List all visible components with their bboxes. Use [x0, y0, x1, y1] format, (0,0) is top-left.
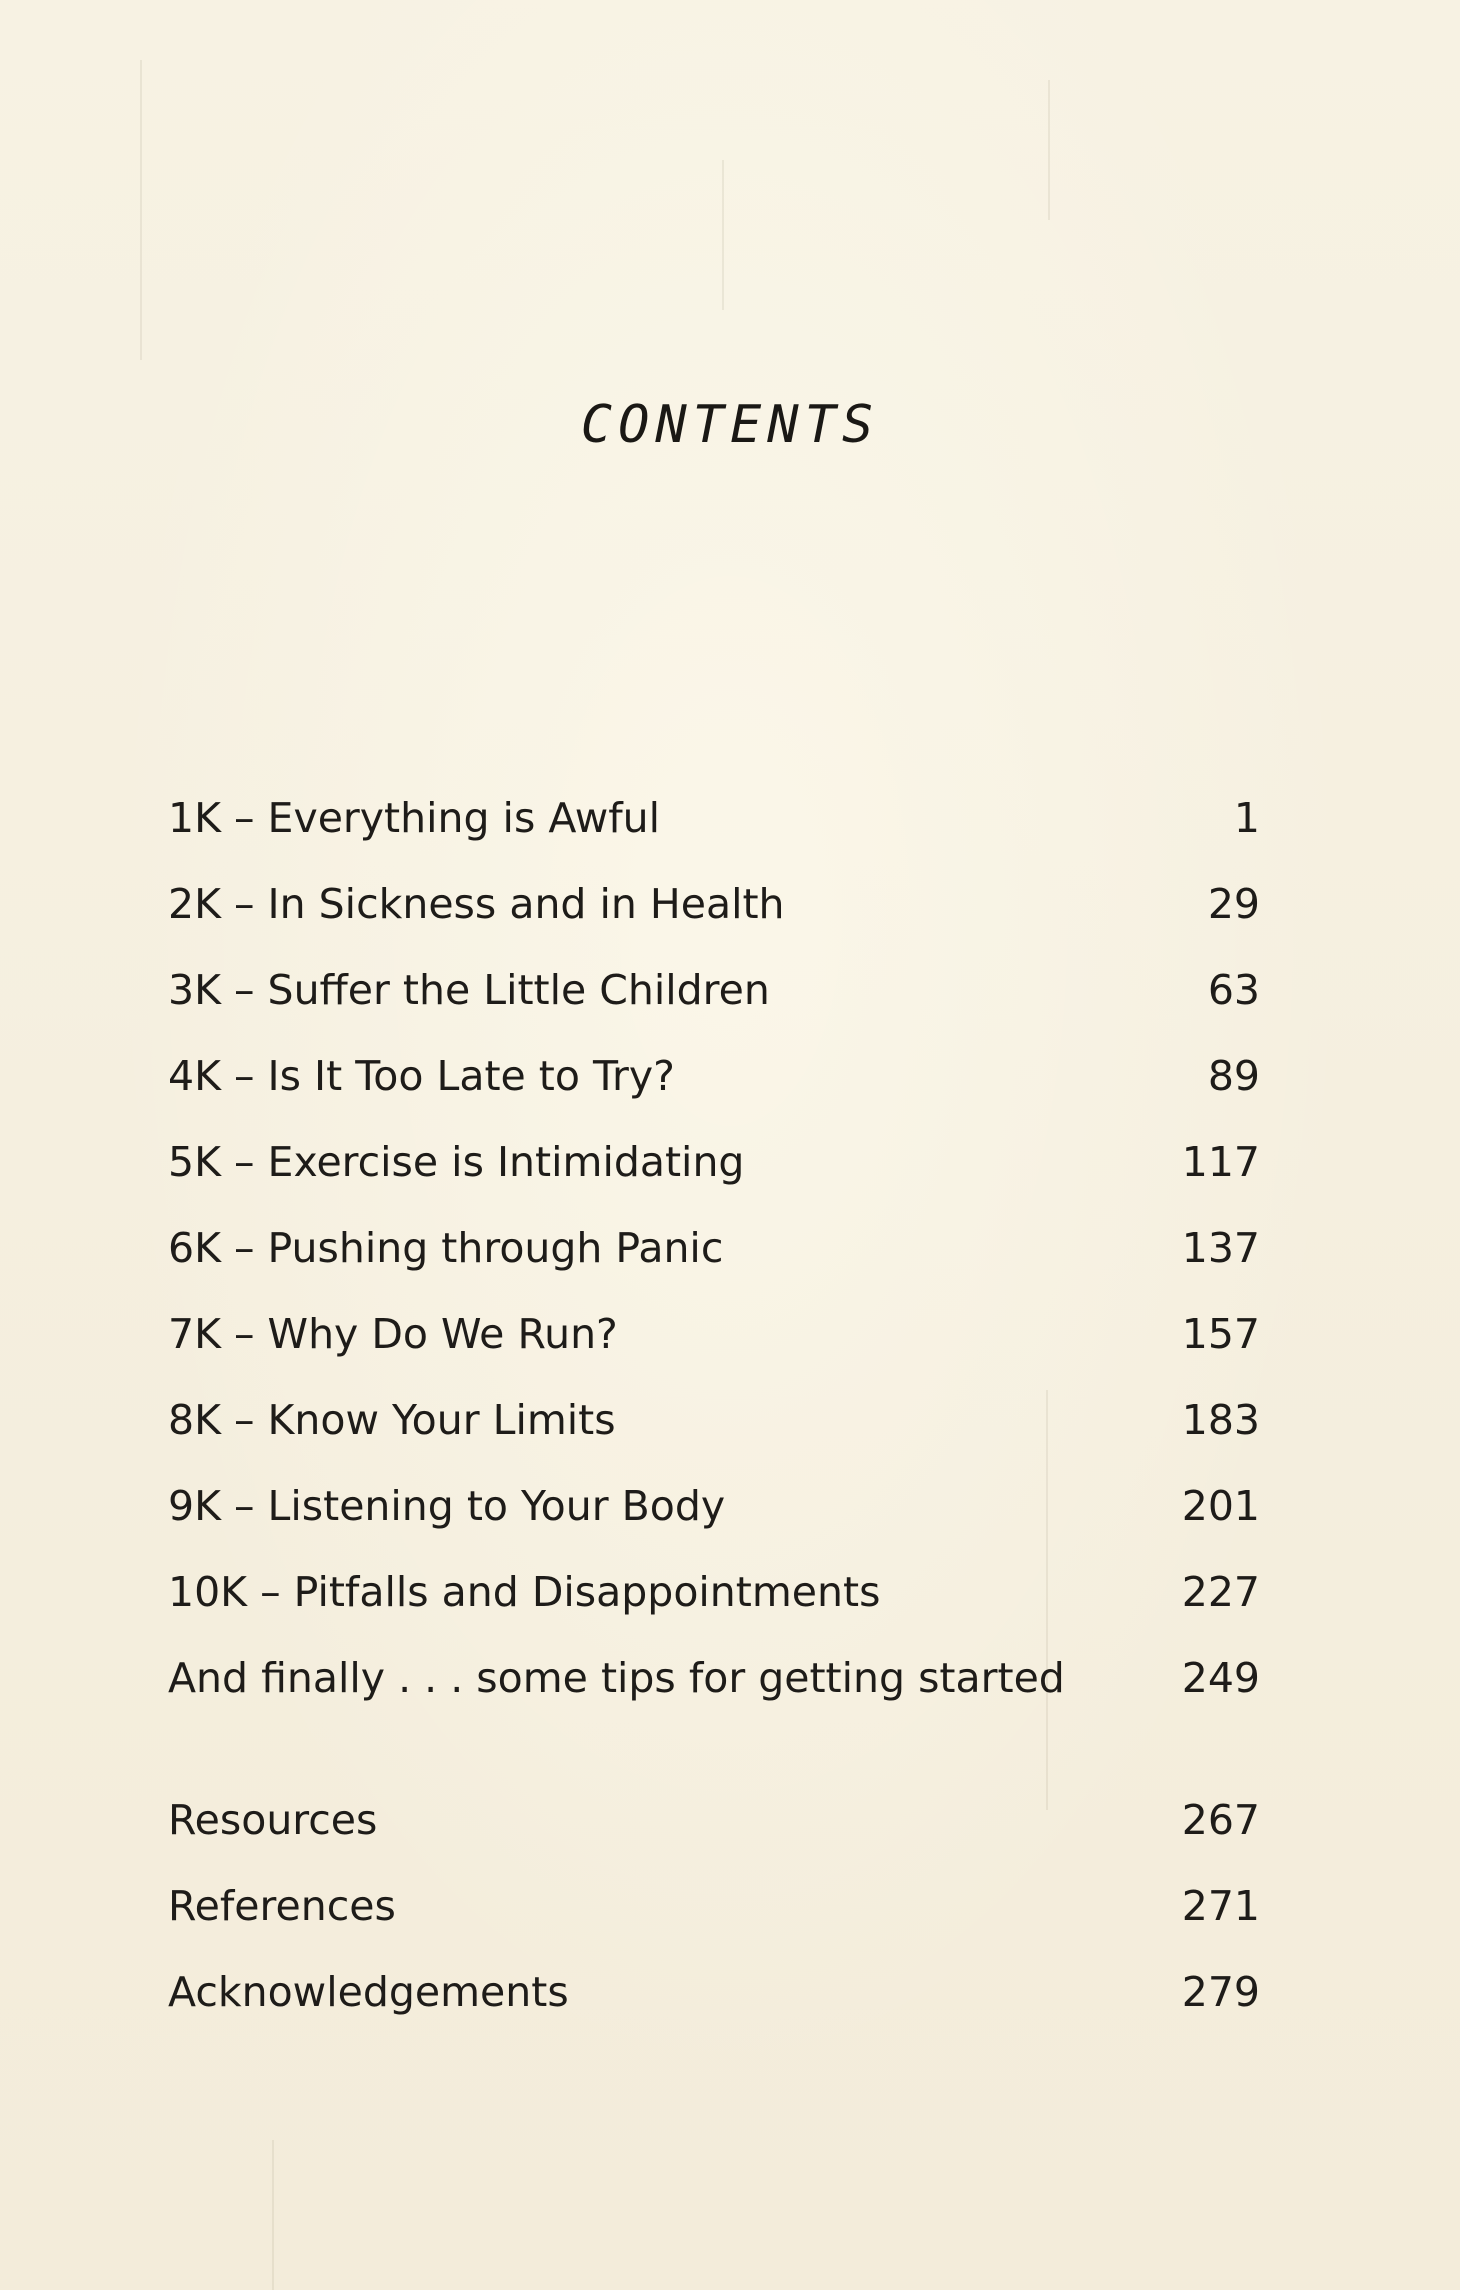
toc-entry-label: 6K – Pushing through Panic — [168, 1224, 724, 1272]
toc-entry[interactable] — [168, 1390, 1260, 1450]
toc-entry-label: 8K – Know Your Limits — [168, 1396, 616, 1444]
toc-entry-label: And finally . . . some tips for getting started — [168, 1654, 1065, 1702]
toc-entry[interactable] — [168, 1218, 1260, 1278]
toc-entry[interactable] — [168, 1648, 1260, 1708]
paper-texture — [272, 2140, 274, 2290]
toc-back-matter-entry[interactable] — [168, 1876, 1260, 1936]
toc-back-matter-entry[interactable] — [168, 1962, 1260, 2022]
toc-entry-page: 267 — [1181, 1796, 1260, 1844]
toc-entry-label: References — [168, 1882, 396, 1930]
toc-entry-label: Resources — [168, 1796, 378, 1844]
toc-entry[interactable] — [168, 960, 1260, 1020]
toc-entry-page: 271 — [1181, 1882, 1260, 1930]
toc-entry[interactable] — [168, 1046, 1260, 1106]
toc-entry[interactable] — [168, 788, 1260, 848]
toc-entry-page: 117 — [1181, 1138, 1260, 1186]
paper-texture — [1048, 80, 1050, 220]
toc-entry[interactable] — [168, 1304, 1260, 1364]
toc-entry-page: 183 — [1181, 1396, 1260, 1444]
toc-entry-page: 89 — [1207, 1052, 1260, 1100]
toc-entry[interactable] — [168, 874, 1260, 934]
toc-entry-label: 5K – Exercise is Intimidating — [168, 1138, 745, 1186]
toc-entry-page: 1 — [1233, 794, 1260, 842]
toc-entry-page: 137 — [1181, 1224, 1260, 1272]
toc-entry-page: 227 — [1181, 1568, 1260, 1616]
toc-entry-label: 7K – Why Do We Run? — [168, 1310, 618, 1358]
toc-entry-label: 9K – Listening to Your Body — [168, 1482, 726, 1530]
toc-entry-page: 279 — [1181, 1968, 1260, 2016]
toc-entry-page: 249 — [1181, 1654, 1260, 1702]
page-title: CONTENTS — [580, 395, 880, 455]
toc-back-matter-entry[interactable] — [168, 1790, 1260, 1850]
paper-texture — [140, 60, 142, 360]
toc-entry[interactable] — [168, 1132, 1260, 1192]
toc-entry-label: 4K – Is It Too Late to Try? — [168, 1052, 675, 1100]
toc-entry-page: 63 — [1207, 966, 1260, 1014]
toc-entry-label: 1K – Everything is Awful — [168, 794, 661, 842]
toc-entry-page: 157 — [1181, 1310, 1260, 1358]
toc-entry-label: Acknowledgements — [168, 1968, 569, 2016]
paper-texture — [722, 160, 724, 310]
toc-entry[interactable] — [168, 1476, 1260, 1536]
toc-entry-page: 201 — [1181, 1482, 1260, 1530]
toc-entry-label: 2K – In Sickness and in Health — [168, 880, 785, 928]
toc-entry-page: 29 — [1207, 880, 1260, 928]
toc-entry-label: 3K – Suffer the Little Children — [168, 966, 770, 1014]
toc-entry[interactable] — [168, 1562, 1260, 1622]
toc-entry-label: 10K – Pitfalls and Disappointments — [168, 1568, 881, 1616]
